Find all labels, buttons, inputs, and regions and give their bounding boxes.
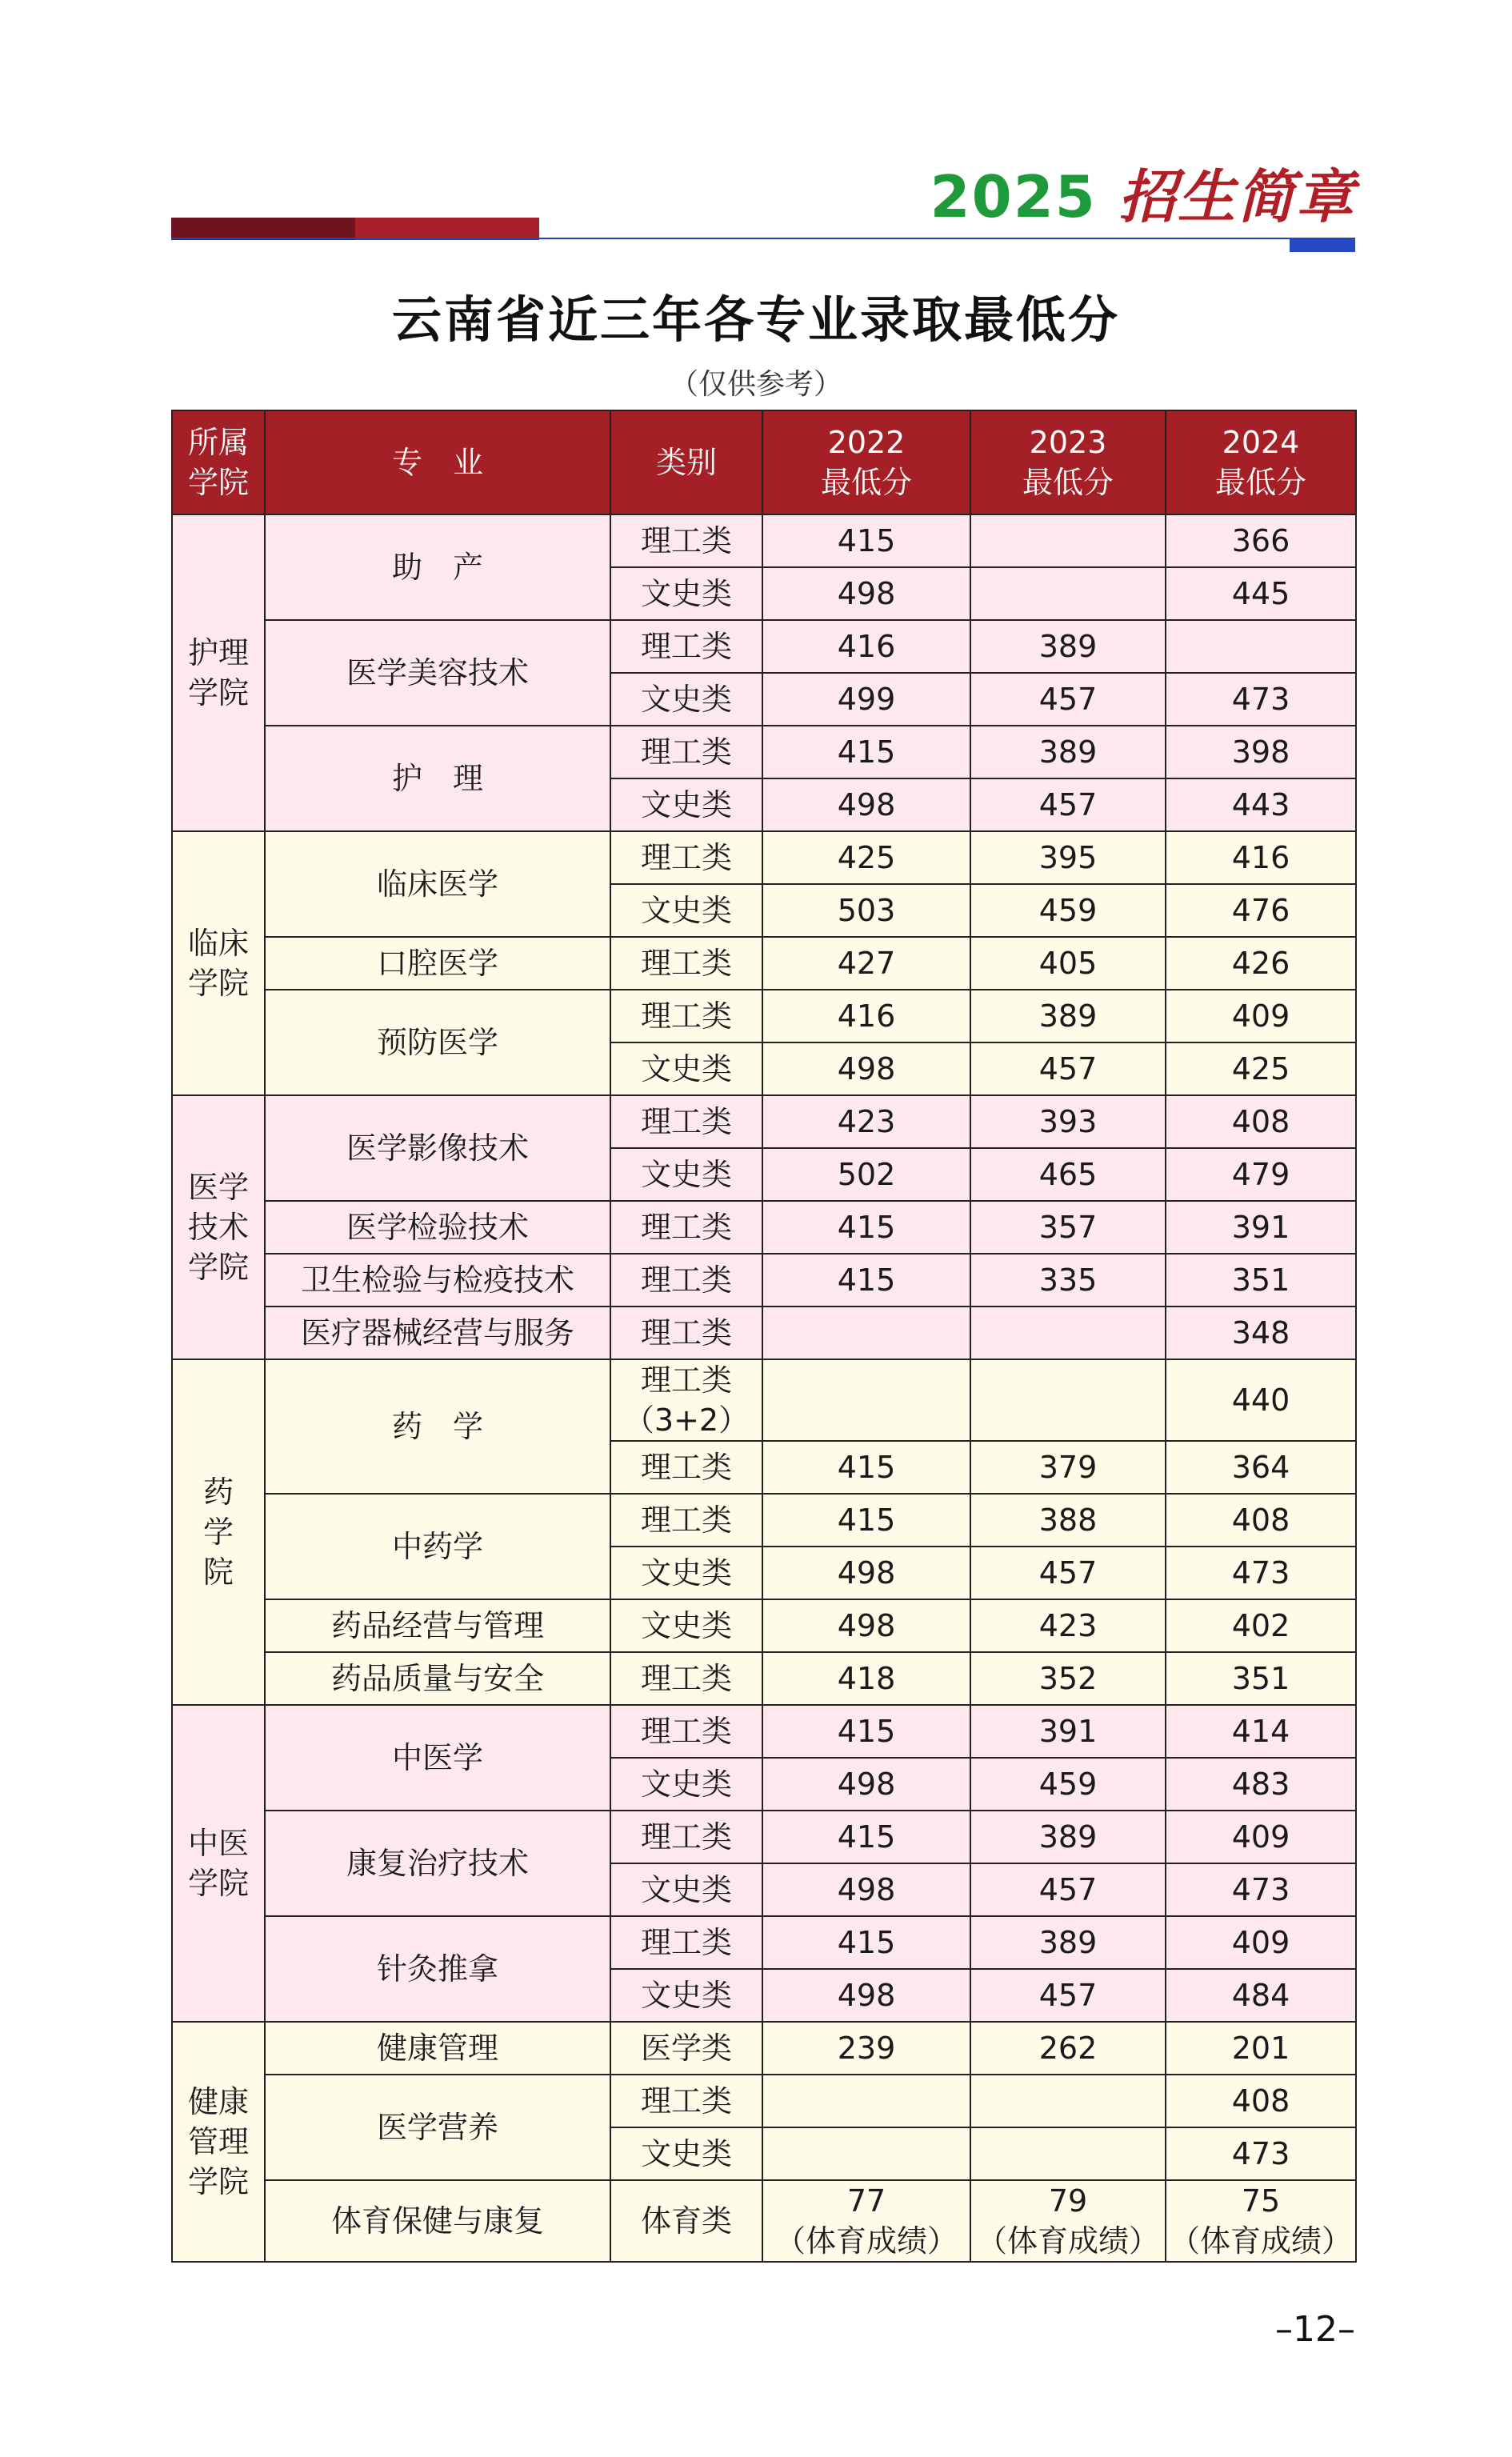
header-2023: 2023 最低分: [970, 410, 1166, 514]
category-cell: 文史类: [610, 2127, 762, 2180]
score-cell-2024: 425: [1166, 1042, 1356, 1095]
score-cell-2024: 414: [1166, 1705, 1356, 1758]
major-cell: 康复治疗技术: [265, 1811, 610, 1916]
score-cell-2023: 389: [970, 1811, 1166, 1863]
major-cell: 药品经营与管理: [265, 1599, 610, 1652]
score-cell-2024: 473: [1166, 1863, 1356, 1916]
score-cell-2023: 457: [970, 1547, 1166, 1599]
score-cell-2023: 395: [970, 831, 1166, 884]
score-cell-2023: [970, 1359, 1166, 1441]
score-cell-2024: 483: [1166, 1758, 1356, 1811]
major-cell: 医学美容技术: [265, 620, 610, 726]
table-row: [172, 2022, 1356, 2075]
score-cell-2023: [970, 2075, 1166, 2127]
score-cell-2022: 498: [762, 567, 970, 620]
category-cell: 体育类: [610, 2180, 762, 2262]
header-major: 专 业: [265, 410, 610, 514]
page-title: 云南省近三年各专业录取最低分: [391, 290, 1120, 349]
score-cell-2022: 498: [762, 778, 970, 831]
score-cell-2022: 423: [762, 1095, 970, 1148]
score-cell-2023: 391: [970, 1705, 1166, 1758]
score-cell-2023: 459: [970, 1758, 1166, 1811]
brand-text: 招生简章: [1118, 163, 1355, 230]
score-cell-2022: 427: [762, 937, 970, 990]
score-cell-2023: 457: [970, 673, 1166, 726]
score-cell-2024: 75 （体育成绩）: [1166, 2180, 1356, 2262]
category-cell: 理工类: [610, 1494, 762, 1547]
score-cell-2022: 415: [762, 1201, 970, 1254]
category-cell: 文史类: [610, 884, 762, 937]
score-cell-2024: 408: [1166, 2075, 1356, 2127]
category-cell: 理工类: [610, 726, 762, 778]
category-cell: 理工类: [610, 620, 762, 673]
dept-cell: 药 学 院: [172, 1359, 265, 1705]
major-cell: 体育保健与康复: [265, 2180, 610, 2262]
major-cell: 医疗器械经营与服务: [265, 1307, 610, 1359]
score-cell-2024: 473: [1166, 1547, 1356, 1599]
category-cell: 文史类: [610, 1863, 762, 1916]
score-cell-2024: 408: [1166, 1095, 1356, 1148]
score-cell-2023: 405: [970, 937, 1166, 990]
score-cell-2024: 426: [1166, 937, 1356, 990]
score-cell-2024: 476: [1166, 884, 1356, 937]
score-cell-2022: 416: [762, 990, 970, 1042]
major-cell: 口腔医学: [265, 937, 610, 990]
category-cell: 理工类: [610, 1705, 762, 1758]
score-cell-2022: [762, 2127, 970, 2180]
score-cell-2023: [970, 514, 1166, 567]
category-cell: 文史类: [610, 1969, 762, 2022]
score-cell-2024: 484: [1166, 1969, 1356, 2022]
score-cell-2023: 388: [970, 1494, 1166, 1547]
score-cell-2024: 443: [1166, 778, 1356, 831]
table-row: [172, 726, 1356, 778]
page-number: –12–: [1275, 2309, 1355, 2350]
table-row: [172, 1916, 1356, 1969]
category-cell: 理工类: [610, 937, 762, 990]
score-cell-2022: 415: [762, 1254, 970, 1307]
score-cell-2023: 389: [970, 990, 1166, 1042]
major-cell: 医学检验技术: [265, 1201, 610, 1254]
score-cell-2024: 473: [1166, 673, 1356, 726]
score-cell-2024: 391: [1166, 1201, 1356, 1254]
header-bar-red: [355, 218, 539, 240]
score-cell-2023: 457: [970, 1042, 1166, 1095]
category-cell: 理工类: [610, 514, 762, 567]
score-cell-2023: 457: [970, 1863, 1166, 1916]
score-cell-2024: 351: [1166, 1652, 1356, 1705]
score-cell-2023: 465: [970, 1148, 1166, 1201]
header-category: 类别: [610, 410, 762, 514]
score-cell-2023: 79 （体育成绩）: [970, 2180, 1166, 2262]
header-2024: 2024 最低分: [1166, 410, 1356, 514]
table-row: [172, 1494, 1356, 1547]
score-cell-2024: 473: [1166, 2127, 1356, 2180]
category-cell: 理工类: [610, 2075, 762, 2127]
score-cell-2023: 357: [970, 1201, 1166, 1254]
score-cell-2024: 398: [1166, 726, 1356, 778]
score-cell-2022: 415: [762, 1441, 970, 1494]
major-cell: 中医学: [265, 1705, 610, 1811]
score-cell-2022: 239: [762, 2022, 970, 2075]
major-cell: 药品质量与安全: [265, 1652, 610, 1705]
dept-cell: 健康 管理 学院: [172, 2022, 265, 2262]
major-cell: 针灸推拿: [265, 1916, 610, 2022]
score-cell-2022: 498: [762, 1969, 970, 2022]
category-cell: 文史类: [610, 778, 762, 831]
category-cell: 理工类: [610, 1441, 762, 1494]
table-row: [172, 1705, 1356, 1758]
header-dept: 所属 学院: [172, 410, 265, 514]
score-cell-2024: 409: [1166, 1916, 1356, 1969]
score-cell-2022: 418: [762, 1652, 970, 1705]
score-cell-2024: 416: [1166, 831, 1356, 884]
category-cell: 文史类: [610, 1599, 762, 1652]
score-cell-2022: 415: [762, 1705, 970, 1758]
score-cell-2022: 498: [762, 1547, 970, 1599]
header-bar-dark: [171, 218, 355, 240]
category-cell: 文史类: [610, 567, 762, 620]
major-cell: 健康管理: [265, 2022, 610, 2075]
category-cell: 理工类: [610, 1916, 762, 1969]
table-row: [172, 1359, 1356, 1441]
category-cell: 医学类: [610, 2022, 762, 2075]
score-cell-2024: 351: [1166, 1254, 1356, 1307]
score-cell-2022: [762, 1359, 970, 1441]
table-row: [172, 1599, 1356, 1652]
table-row: [172, 1095, 1356, 1148]
category-cell: 理工类: [610, 831, 762, 884]
score-cell-2023: 459: [970, 884, 1166, 937]
score-cell-2022: 415: [762, 1811, 970, 1863]
category-cell: 理工类: [610, 1652, 762, 1705]
score-cell-2022: 77 （体育成绩）: [762, 2180, 970, 2262]
category-cell: 理工类: [610, 1095, 762, 1148]
category-cell: 文史类: [610, 1547, 762, 1599]
score-cell-2024: 402: [1166, 1599, 1356, 1652]
table-header-row: [172, 410, 1356, 514]
major-cell: 助 产: [265, 514, 610, 620]
table-row: [172, 514, 1356, 567]
score-cell-2023: 389: [970, 726, 1166, 778]
score-cell-2022: 416: [762, 620, 970, 673]
score-cell-2022: 499: [762, 673, 970, 726]
table-body: [172, 514, 1356, 2262]
score-cell-2022: 415: [762, 1916, 970, 1969]
category-cell: 文史类: [610, 1148, 762, 1201]
score-cell-2022: 498: [762, 1599, 970, 1652]
score-cell-2022: 502: [762, 1148, 970, 1201]
score-cell-2023: 457: [970, 778, 1166, 831]
table-row: [172, 937, 1356, 990]
score-cell-2022: [762, 2075, 970, 2127]
header-blue-accent: [1290, 239, 1355, 252]
table-row: [172, 1811, 1356, 1863]
score-cell-2024: 201: [1166, 2022, 1356, 2075]
score-cell-2022: 498: [762, 1758, 970, 1811]
category-cell: 文史类: [610, 1758, 762, 1811]
table-row: [172, 2075, 1356, 2127]
score-cell-2023: 379: [970, 1441, 1166, 1494]
brand-title: [930, 150, 1355, 234]
score-cell-2023: 335: [970, 1254, 1166, 1307]
category-cell: 文史类: [610, 1042, 762, 1095]
category-cell: 理工类: [610, 1254, 762, 1307]
major-cell: 医学营养: [265, 2075, 610, 2180]
score-cell-2023: 393: [970, 1095, 1166, 1148]
score-cell-2024: 409: [1166, 1811, 1356, 1863]
table-row: [172, 1201, 1356, 1254]
score-cell-2022: 498: [762, 1863, 970, 1916]
page-subtitle: （仅供参考）: [669, 368, 842, 401]
dept-cell: 中医 学院: [172, 1705, 265, 2022]
score-cell-2024: 479: [1166, 1148, 1356, 1201]
score-cell-2023: 457: [970, 1969, 1166, 2022]
table-row: [172, 1254, 1356, 1307]
score-cell-2023: [970, 2127, 1166, 2180]
table-row: [172, 2180, 1356, 2262]
score-cell-2022: 498: [762, 1042, 970, 1095]
score-cell-2023: 262: [970, 2022, 1166, 2075]
major-cell: 预防医学: [265, 990, 610, 1095]
score-cell-2023: 423: [970, 1599, 1166, 1652]
score-cell-2022: 415: [762, 514, 970, 567]
score-cell-2023: [970, 1307, 1166, 1359]
score-cell-2024: 348: [1166, 1307, 1356, 1359]
score-cell-2023: 389: [970, 1916, 1166, 1969]
major-cell: 中药学: [265, 1494, 610, 1599]
table-row: [172, 990, 1356, 1042]
table-row: [172, 1652, 1356, 1705]
table-row: [172, 831, 1356, 884]
score-cell-2024: 408: [1166, 1494, 1356, 1547]
major-cell: 医学影像技术: [265, 1095, 610, 1201]
score-cell-2022: 415: [762, 1494, 970, 1547]
major-cell: 护 理: [265, 726, 610, 831]
brand-year: 2025: [930, 163, 1097, 230]
score-cell-2024: 409: [1166, 990, 1356, 1042]
category-cell: 理工类: [610, 1811, 762, 1863]
major-cell: 卫生检验与检疫技术: [265, 1254, 610, 1307]
category-cell: 文史类: [610, 673, 762, 726]
score-cell-2024: [1166, 620, 1356, 673]
header-rule: [171, 238, 1355, 239]
category-cell: 理工类: [610, 990, 762, 1042]
score-cell-2023: 352: [970, 1652, 1166, 1705]
score-cell-2024: 364: [1166, 1441, 1356, 1494]
category-cell: 理工类: [610, 1201, 762, 1254]
table-row: [172, 1307, 1356, 1359]
table-row: [172, 620, 1356, 673]
category-cell: 理工类: [610, 1307, 762, 1359]
major-cell: 临床医学: [265, 831, 610, 937]
dept-cell: 护理 学院: [172, 514, 265, 831]
major-cell: 药 学: [265, 1359, 610, 1494]
header-2022: 2022 最低分: [762, 410, 970, 514]
dept-cell: 医学 技术 学院: [172, 1095, 265, 1359]
score-cell-2022: 503: [762, 884, 970, 937]
score-cell-2022: [762, 1307, 970, 1359]
admission-scores-table: [171, 410, 1357, 2263]
score-cell-2022: 425: [762, 831, 970, 884]
score-cell-2022: 415: [762, 726, 970, 778]
dept-cell: 临床 学院: [172, 831, 265, 1095]
score-cell-2024: 366: [1166, 514, 1356, 567]
category-cell: 理工类 （3+2）: [610, 1359, 762, 1441]
score-cell-2024: 445: [1166, 567, 1356, 620]
score-cell-2023: 389: [970, 620, 1166, 673]
score-cell-2023: [970, 567, 1166, 620]
score-cell-2024: 440: [1166, 1359, 1356, 1441]
